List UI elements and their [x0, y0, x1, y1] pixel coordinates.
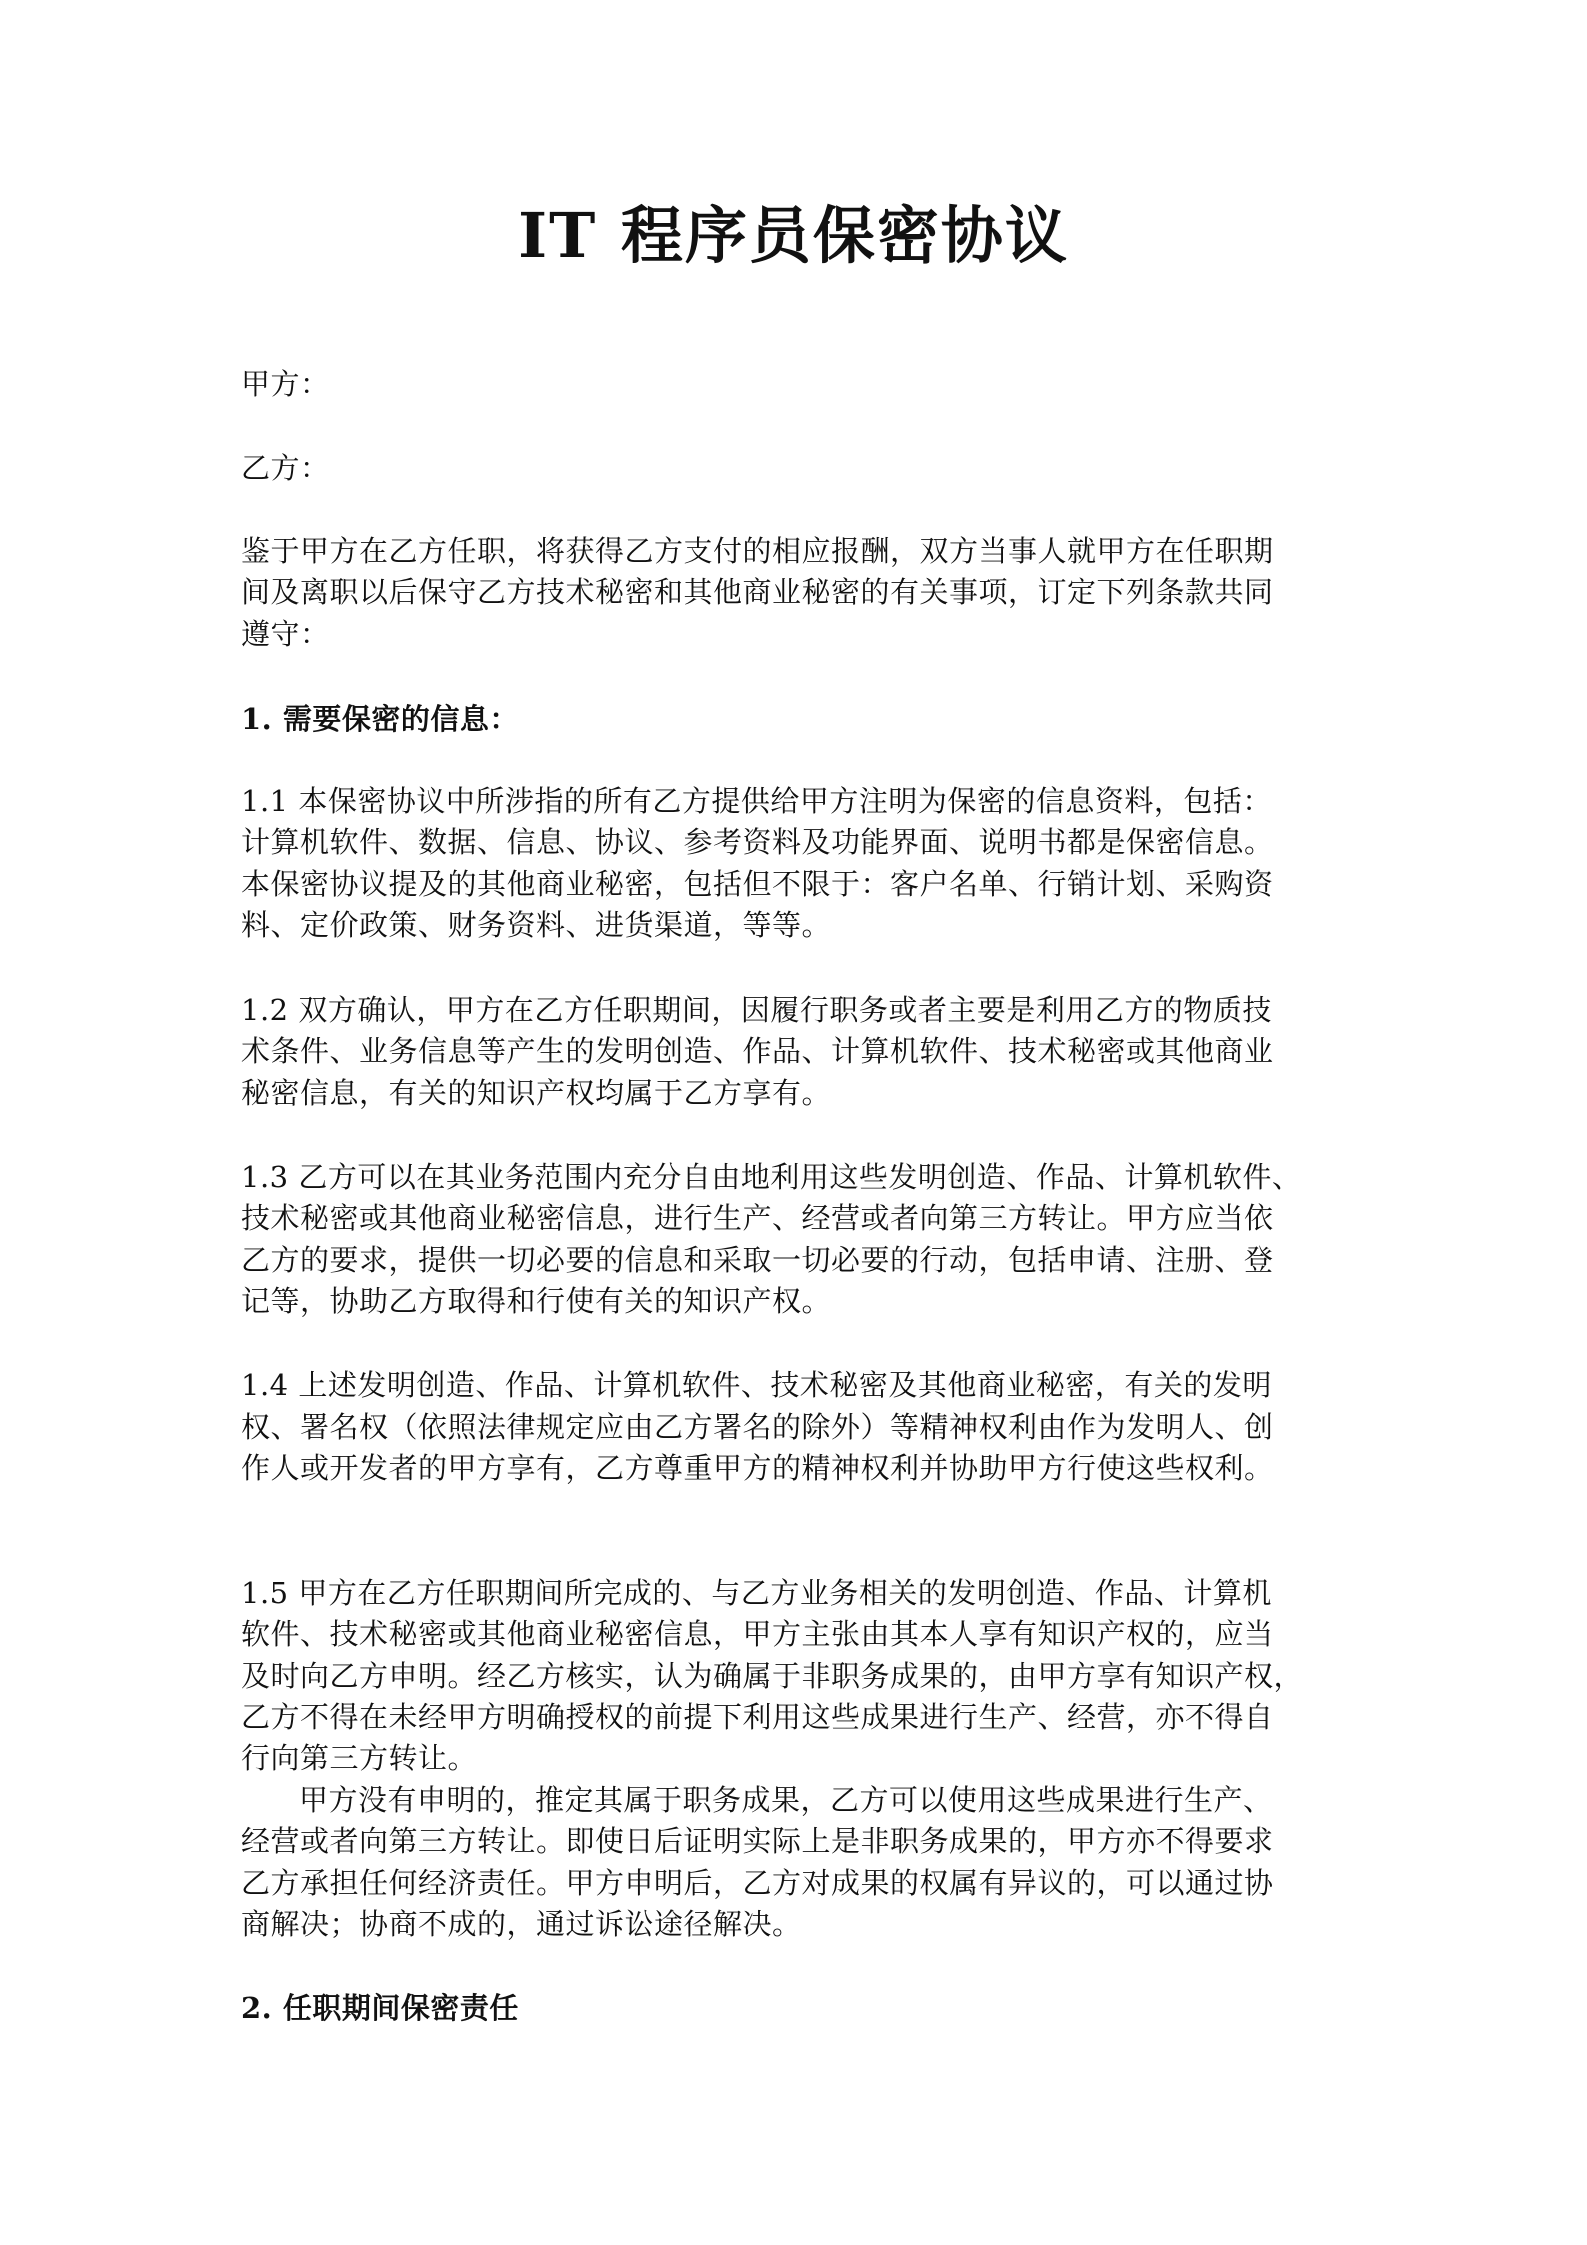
clause-1-4-line: 作人或开发者的甲方享有，乙方尊重甲方的精神权利并协助甲方行使这些权利。	[241, 1451, 1274, 1485]
preamble-line: 间及离职以后保守乙方技术秘密和其他商业秘密的有关事项，订定下列条款共同	[241, 575, 1274, 609]
section-2-heading: 2. 任职期间保密责任	[241, 1991, 519, 2025]
clause-1-5-continuation-line: 经营或者向第三方转让。即使日后证明实际上是非职务成果的，甲方亦不得要求	[241, 1824, 1274, 1858]
clause-1-5-continuation-line: 商解决；协商不成的，通过诉讼途径解决。	[241, 1907, 802, 1941]
clause-1-2-line: 秘密信息，有关的知识产权均属于乙方享有。	[241, 1076, 832, 1110]
clause-1-1-line: 1.1 本保密协议中所涉指的所有乙方提供给甲方注明为保密的信息资料，包括：	[241, 784, 1272, 818]
preamble-line: 遵守：	[241, 617, 330, 651]
party-a-label: 甲方：	[241, 367, 330, 401]
clause-1-3-line: 技术秘密或其他商业秘密信息，进行生产、经营或者向第三方转让。甲方应当依	[241, 1201, 1274, 1235]
clause-1-4-line: 权、署名权（依照法律规定应由乙方署名的除外）等精神权利由作为发明人、创	[241, 1410, 1274, 1444]
clause-1-5-line: 行向第三方转让。	[241, 1741, 478, 1775]
clause-1-3-line: 1.3 乙方可以在其业务范围内充分自由地利用这些发明创造、作品、计算机软件、	[241, 1160, 1302, 1194]
clause-1-2-line: 术条件、业务信息等产生的发明创造、作品、计算机软件、技术秘密或其他商业	[241, 1034, 1274, 1068]
clause-1-5-continuation-line: 乙方承担任何经济责任。甲方申明后，乙方对成果的权属有异议的，可以通过协	[241, 1866, 1274, 1900]
preamble-line: 鉴于甲方在乙方任职，将获得乙方支付的相应报酬，双方当事人就甲方在任职期	[241, 534, 1274, 568]
clause-1-3-line: 乙方的要求，提供一切必要的信息和采取一切必要的行动，包括申请、注册、登	[241, 1243, 1274, 1277]
clause-1-5-line: 乙方不得在未经甲方明确授权的前提下利用这些成果进行生产、经营，亦不得自	[241, 1700, 1274, 1734]
clause-1-1-line: 料、定价政策、财务资料、进货渠道，等等。	[241, 908, 832, 942]
clause-1-3-line: 记等，协助乙方取得和行使有关的知识产权。	[241, 1284, 832, 1318]
clause-1-5-line: 及时向乙方申明。经乙方核实，认为确属于非职务成果的，由甲方享有知识产权，	[241, 1659, 1304, 1693]
clause-1-1-line: 计算机软件、数据、信息、协议、参考资料及功能界面、说明书都是保密信息。	[241, 825, 1274, 859]
document-title: IT 程序员保密协议	[518, 199, 1069, 272]
clause-1-5-line: 软件、技术秘密或其他商业秘密信息，甲方主张由其本人享有知识产权的，应当	[241, 1617, 1274, 1651]
clause-1-1-line: 本保密协议提及的其他商业秘密，包括但不限于：客户名单、行销计划、采购资	[241, 867, 1274, 901]
party-b-label: 乙方：	[241, 451, 330, 485]
section-1-heading: 1. 需要保密的信息：	[241, 702, 519, 736]
clause-1-5-continuation-line: 甲方没有申明的，推定其属于职务成果，乙方可以使用这些成果进行生产、	[299, 1783, 1273, 1817]
clause-1-2-line: 1.2 双方确认，甲方在乙方任职期间，因履行职务或者主要是利用乙方的物质技	[241, 993, 1272, 1027]
clause-1-5-line: 1.5 甲方在乙方任职期间所完成的、与乙方业务相关的发明创造、作品、计算机	[241, 1576, 1272, 1610]
clause-1-4-line: 1.4 上述发明创造、作品、计算机软件、技术秘密及其他商业秘密，有关的发明	[241, 1368, 1272, 1402]
